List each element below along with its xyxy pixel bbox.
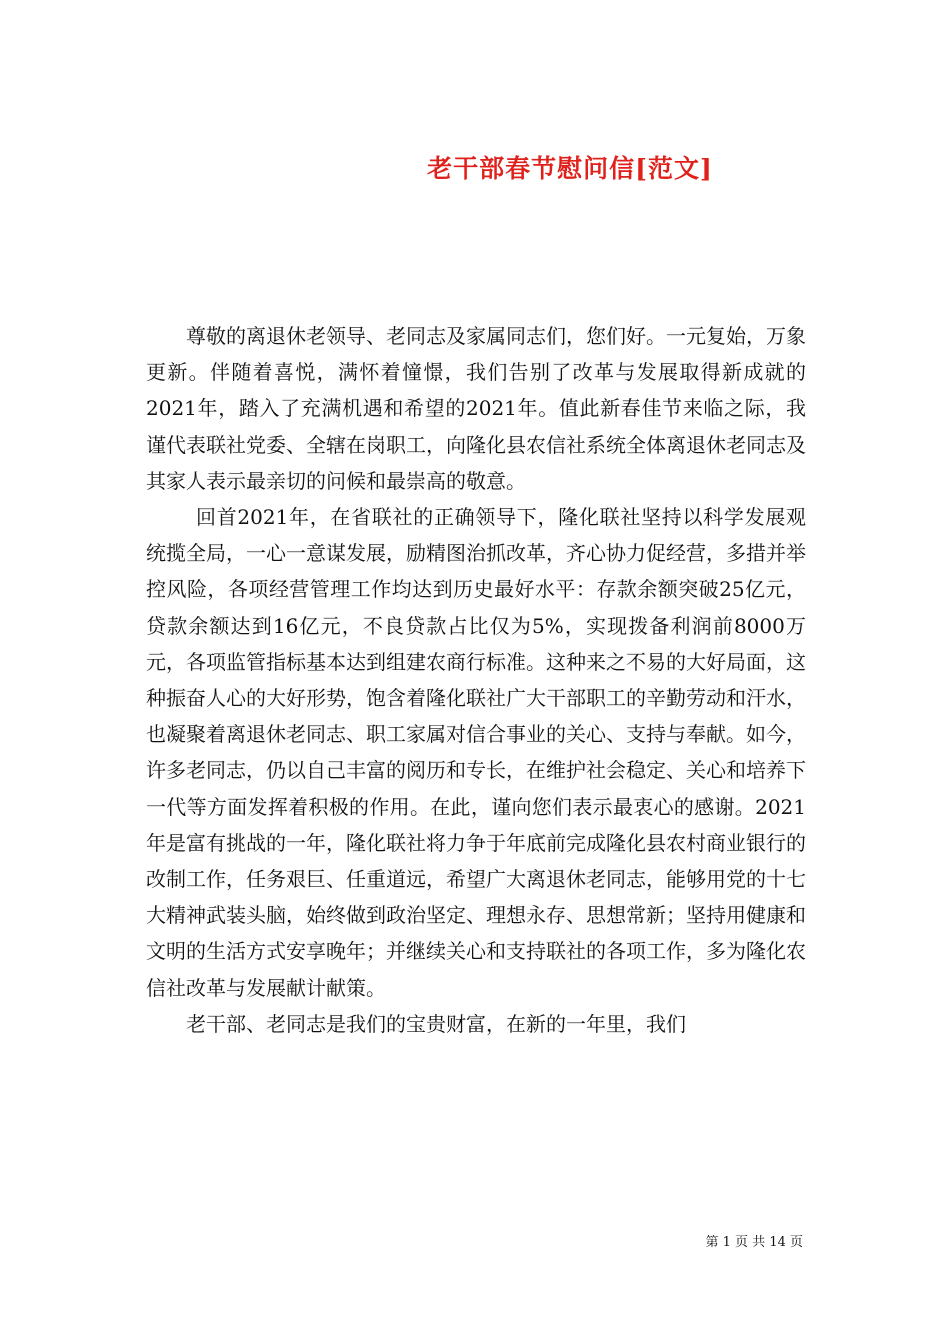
- page-title: 老干部春节慰问信[范文]: [427, 153, 713, 183]
- page-number: 第 1 页 共 14 页: [705, 1235, 803, 1250]
- letter-body: [146, 318, 806, 1042]
- paragraph-review: 回首2021年，在省联社的正确领导下，隆化联社坚持以科学发展观统揽全局，一心一意谋发展，励精图治抓改革，齐心协力促经营，多措并举控风险，各项经营管理工作均达到历史最好水平：存款余额突破25亿元，贷款余额达到16亿元，不良贷款占比仅为5%，实现拨备利润前8000万元，各项监管指标基本达到组建农商行标准。这种来之不易的大好局面，这种振奋人心的大好形势，饱含着隆化联社广大干部职工的辛勤劳动和汗水，也凝聚着离退休老同志、职工家属对信合事业的关心、支持与奉献。如今，许多老同志，仍以自己丰富的阅历和专长，在维护社会稳定、关心和培养下一代等方面发挥着积极的作用。在此，谨向您们表示最衷心的感谢。2021年是富有挑战的一年，隆化联社将力争于年底前完成隆化县农村商业银行的改制工作，任务艰巨、任重道远，希望广大离退休老同志，能够用党的十七大精神武装头脑，始终做到政治坚定、理想永存、思想常新；坚持用健康和文明的生活方式安享晚年；并继续关心和支持联社的各项工作，多为隆化农信社改革与发展献计献策。: [146, 505, 806, 1000]
- paragraph-greeting: 尊敬的离退休老领导、老同志及家属同志们，您们好。一元复始，万象更新。伴随着喜悦，满怀着憧憬，我们告别了改革与发展取得新成就的2021年，踏入了充满机遇和希望的2021年。值此新春佳节来临之际，我谨代表联社党委、全辖在岗职工，向隆化县农信社系统全体离退休老同志及其家人表示最亲切的问候和最崇高的敬意。: [146, 324, 806, 493]
- paragraph-closing: 老干部、老同志是我们的宝贵财富，在新的一年里，我们: [186, 1011, 686, 1036]
